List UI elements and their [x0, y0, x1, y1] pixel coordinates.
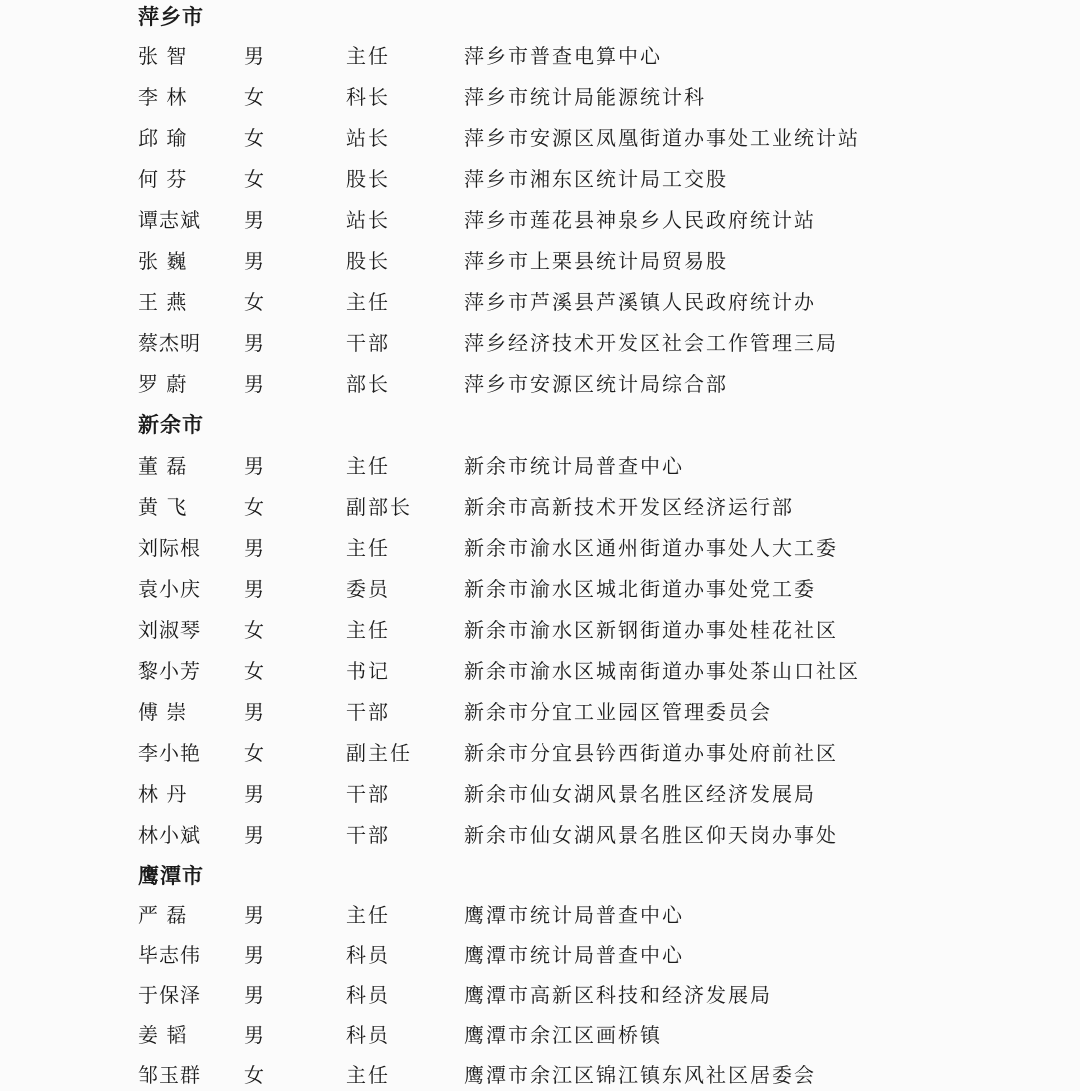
person-org: 鹰潭市统计局普查中心	[464, 943, 684, 967]
person-org: 鹰潭市余江区画桥镇	[464, 1023, 662, 1047]
person-org: 鹰潭市统计局普查中心	[464, 903, 684, 927]
person-title: 股长	[346, 167, 390, 191]
person-gender: 男	[244, 208, 264, 232]
person-gender: 女	[244, 290, 264, 314]
person-gender: 男	[244, 700, 264, 724]
person-gender: 男	[244, 454, 264, 478]
person-name: 毕志伟	[138, 943, 201, 967]
list-item	[0, 1020, 1080, 1050]
person-name: 刘淑琴	[138, 618, 201, 642]
list-item	[0, 697, 1080, 727]
person-title: 股长	[346, 249, 390, 273]
list-item	[0, 451, 1080, 481]
person-org: 萍乡市统计局能源统计科	[464, 85, 706, 109]
person-org: 萍乡市安源区统计局综合部	[464, 372, 728, 396]
person-title: 主任	[346, 454, 390, 478]
person-gender: 男	[244, 577, 264, 601]
person-name: 林小斌	[138, 823, 201, 847]
person-title: 主任	[346, 290, 390, 314]
list-item	[0, 940, 1080, 970]
section-heading: 鹰潭市	[138, 863, 204, 888]
person-org: 萍乡市莲花县神泉乡人民政府统计站	[464, 208, 816, 232]
person-title: 站长	[346, 208, 390, 232]
person-gender: 男	[244, 331, 264, 355]
person-name: 蔡杰明	[138, 331, 201, 355]
person-name: 刘际根	[138, 536, 201, 560]
person-org: 萍乡经济技术开发区社会工作管理三局	[464, 331, 838, 355]
person-org: 萍乡市湘东区统计局工交股	[464, 167, 728, 191]
person-name: 李小艳	[138, 741, 201, 765]
person-name: 张 巍	[138, 249, 188, 273]
person-title: 副主任	[346, 741, 412, 765]
person-title: 主任	[346, 44, 390, 68]
person-title: 主任	[346, 1063, 390, 1087]
person-gender: 男	[244, 44, 264, 68]
person-org: 萍乡市上栗县统计局贸易股	[464, 249, 728, 273]
list-item	[0, 205, 1080, 235]
list-item	[0, 574, 1080, 604]
person-org: 新余市渝水区通州街道办事处人大工委	[464, 536, 838, 560]
person-name: 傅 崇	[138, 700, 188, 724]
person-title: 干部	[346, 331, 390, 355]
person-org: 新余市渝水区城南街道办事处茶山口社区	[464, 659, 860, 683]
person-gender: 女	[244, 126, 264, 150]
list-item	[0, 287, 1080, 317]
person-title: 书记	[346, 659, 390, 683]
person-org: 鹰潭市余江区锦江镇东风社区居委会	[464, 1063, 816, 1087]
person-org: 新余市渝水区城北街道办事处党工委	[464, 577, 816, 601]
person-gender: 女	[244, 1063, 264, 1087]
person-gender: 女	[244, 659, 264, 683]
list-item	[0, 738, 1080, 768]
list-item	[0, 533, 1080, 563]
person-name: 黎小芳	[138, 659, 201, 683]
list-item	[0, 656, 1080, 686]
person-title: 干部	[346, 823, 390, 847]
list-item	[0, 820, 1080, 850]
list-item	[0, 41, 1080, 71]
person-gender: 男	[244, 823, 264, 847]
list-item	[0, 980, 1080, 1010]
list-item	[0, 328, 1080, 358]
person-gender: 男	[244, 983, 264, 1007]
person-org: 萍乡市安源区凤凰街道办事处工业统计站	[464, 126, 860, 150]
person-name: 于保泽	[138, 983, 201, 1007]
person-gender: 男	[244, 372, 264, 396]
person-name: 姜 韬	[138, 1023, 188, 1047]
person-org: 新余市统计局普查中心	[464, 454, 684, 478]
person-org: 新余市仙女湖风景名胜区经济发展局	[464, 782, 816, 806]
person-title: 主任	[346, 618, 390, 642]
person-title: 科员	[346, 1023, 390, 1047]
person-org: 新余市分宜工业园区管理委员会	[464, 700, 772, 724]
list-item	[0, 492, 1080, 522]
person-title: 站长	[346, 126, 390, 150]
person-name: 董 磊	[138, 454, 188, 478]
person-gender: 男	[244, 943, 264, 967]
person-org: 新余市渝水区新钢街道办事处桂花社区	[464, 618, 838, 642]
list-item	[0, 779, 1080, 809]
list-item	[0, 900, 1080, 930]
section-heading: 新余市	[138, 412, 204, 437]
person-title: 主任	[346, 536, 390, 560]
person-title: 委员	[346, 577, 390, 601]
person-title: 科员	[346, 983, 390, 1007]
person-gender: 男	[244, 1023, 264, 1047]
person-gender: 女	[244, 495, 264, 519]
person-name: 袁小庆	[138, 577, 201, 601]
person-name: 何 芬	[138, 167, 188, 191]
person-title: 部长	[346, 372, 390, 396]
person-gender: 女	[244, 167, 264, 191]
person-name: 林 丹	[138, 782, 188, 806]
person-org: 萍乡市芦溪县芦溪镇人民政府统计办	[464, 290, 816, 314]
list-item	[0, 1060, 1080, 1090]
section-heading: 萍乡市	[138, 4, 204, 29]
person-name: 李 林	[138, 85, 188, 109]
person-title: 科员	[346, 943, 390, 967]
person-gender: 男	[244, 782, 264, 806]
person-org: 新余市高新技术开发区经济运行部	[464, 495, 794, 519]
person-name: 严 磊	[138, 903, 188, 927]
person-gender: 女	[244, 741, 264, 765]
person-name: 邱 瑜	[138, 126, 188, 150]
person-org: 鹰潭市高新区科技和经济发展局	[464, 983, 772, 1007]
person-name: 谭志斌	[138, 208, 201, 232]
person-org: 萍乡市普查电算中心	[464, 44, 662, 68]
person-title: 干部	[346, 782, 390, 806]
list-item	[0, 369, 1080, 399]
person-title: 副部长	[346, 495, 412, 519]
person-name: 张 智	[138, 44, 188, 68]
person-name: 黄 飞	[138, 495, 188, 519]
person-name: 邹玉群	[138, 1063, 201, 1087]
person-title: 科长	[346, 85, 390, 109]
person-gender: 女	[244, 85, 264, 109]
person-gender: 男	[244, 249, 264, 273]
person-org: 新余市分宜县钤西街道办事处府前社区	[464, 741, 838, 765]
person-gender: 男	[244, 536, 264, 560]
list-item	[0, 82, 1080, 112]
person-gender: 女	[244, 618, 264, 642]
list-item	[0, 246, 1080, 276]
person-org: 新余市仙女湖风景名胜区仰天岗办事处	[464, 823, 838, 847]
list-item	[0, 164, 1080, 194]
person-title: 主任	[346, 903, 390, 927]
person-gender: 男	[244, 903, 264, 927]
person-name: 罗 蔚	[138, 372, 188, 396]
list-item	[0, 123, 1080, 153]
list-item	[0, 615, 1080, 645]
person-title: 干部	[346, 700, 390, 724]
person-name: 王 燕	[138, 290, 188, 314]
